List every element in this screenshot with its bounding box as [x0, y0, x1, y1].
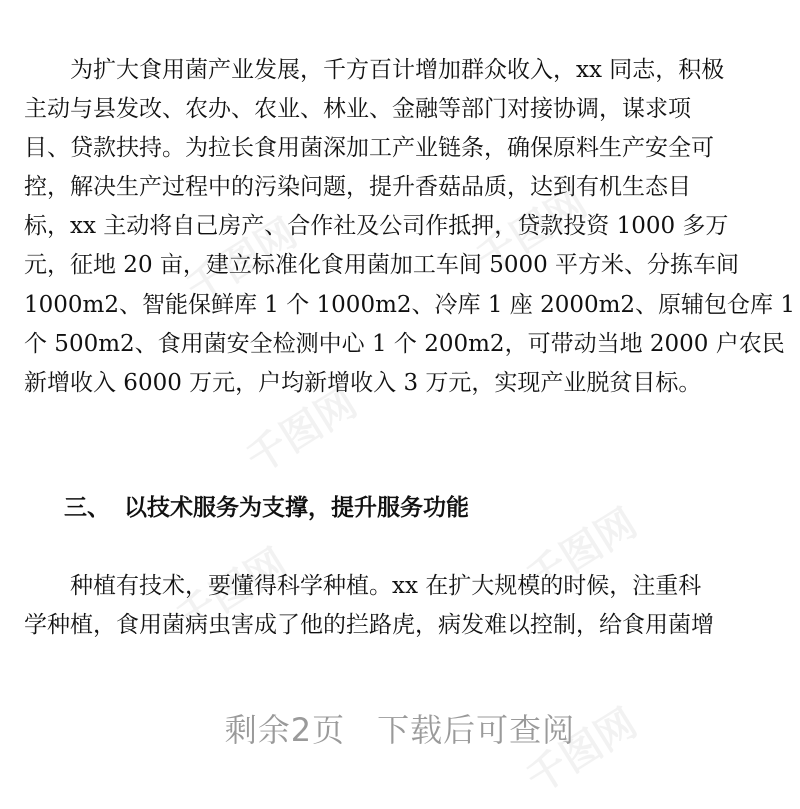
watermark: 千图网	[468, 180, 595, 283]
paragraph-line: 主动与县发改、农办、农业、林业、金融等部门对接协调，谋求项	[24, 96, 691, 123]
paragraph-line: 控，解决生产过程中的污染问题，提升香菇品质，达到有机生态目	[24, 174, 691, 201]
watermark: 千图网	[178, 210, 305, 313]
body-paragraph	[24, 567, 776, 645]
paragraph-line: 元，征地 20 亩，建立标准化食用菌加工车间 5000 平方米、分拣车间	[24, 252, 740, 279]
paragraph-line: 1000m2、智能保鲜库 1 个 1000m2、冷库 1 座 2000m2、原辅包仓库 1	[24, 291, 796, 318]
paragraph-line: 为扩大食用菌产业发展，千方百计增加群众收入，xx 同志，积极	[24, 57, 725, 83]
watermark: 千图网	[518, 700, 645, 803]
paragraph-line: 新增收入 6000 万元，户均新增收入 3 万元，实现产业脱贫目标。	[24, 369, 702, 396]
paragraph-line: 学种植，食用菌病虫害成了他的拦路虎，病发难以控制，给食用菌增	[24, 612, 714, 639]
watermark: 千图网	[518, 500, 645, 603]
paragraph-line: 标，xx 主动将自己房产、合作社及公司作抵押，贷款投资 1000 多万	[24, 213, 729, 240]
watermark: 千图网	[168, 540, 295, 643]
remaining-pages-text: 剩余2页	[224, 711, 346, 749]
paragraph-line: 种植有技术，要懂得科学种植。xx 在扩大规模的时候，注重科	[24, 573, 702, 599]
download-hint-text: 下载后可查阅	[377, 711, 576, 749]
body-paragraph	[24, 51, 796, 403]
watermark: 千图网	[238, 380, 365, 483]
section-title: 以技术服务为支撑，提升服务功能	[124, 495, 469, 521]
paragraph-line: 目、贷款扶持。为拉长食用菌深加工产业链条，确保原料生产安全可	[24, 135, 714, 162]
paragraph-line: 个 500m2、食用菌安全检测中心 1 个 200m2，可带动当地 2000 户农民	[24, 330, 785, 357]
section-heading	[64, 488, 469, 528]
download-prompt[interactable]	[0, 706, 800, 754]
section-number: 三、	[64, 495, 110, 521]
